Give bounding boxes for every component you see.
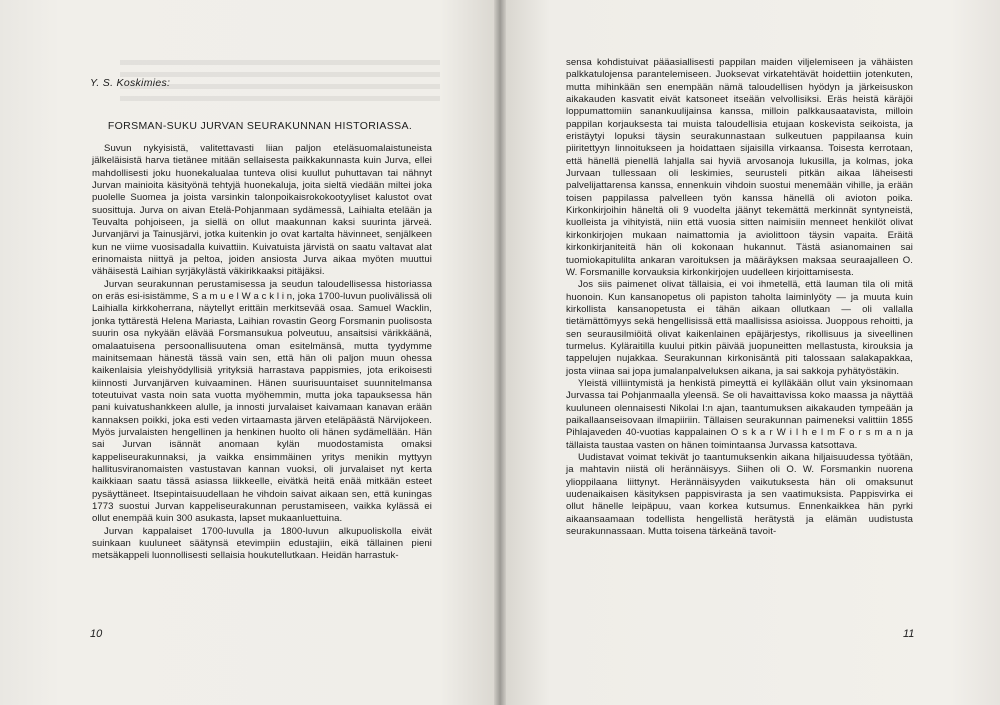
author-line: Y. S. Koskimies:: [90, 77, 171, 89]
right-text-column: [566, 57, 913, 538]
book-gutter: [494, 0, 506, 705]
paragraph: Suvun nykyisistä, valitettavasti liian paljon eteläsuomalaistuneista jälkeläisistä harva tietänee mitään sellaisesta paikkakunnasta kuin Jurva, ellei mahdollisesti joku huonekalualaa tunteva olisi kuullut puhuttavan tai nähnyt Jurvan mainioita käsityönä tehtyjä huonekaluja, joita sieltä viedään miltei joka puolelle Suomea ja joista varsinkin talonpoikaisrokokootyyliset kalustot ovat suosittuja. Jurva on aivan Etelä-Pohjanmaan sydämessä, Laihialta etelään ja Teuvalta pohjoiseen, ja siellä on ollut maakunnan kaksi suurinta järveä. Jurvanjärvi ja Tainusjärvi, jotka kuitenkin jo ovat kartalta hävinneet, senjälkeen kun ne viime vuosisadalla kuivattiin. Kuivatuista järvistä on saatu valtavat alat erinomaista niittyä ja peltoa, joiden ansiosta Jurva aikaa myöten muuttui vähäisestä Laihian syrjäkylästä väkirikkaaksi pitäjäksi.: [92, 143, 432, 278]
paragraph: Yleistä villiintymistä ja henkistä pimeyttä ei kylläkään ollut vain yksinomaan Jurvassa tai Pohjanmaalla yleensä. Se oli havaittavissa koko maassa ja näyttää kuuluneen olennaisesti Nikolai I:n ajan, taantumuksen aikakauden tympeään ja paikallaanseisovaan ilmapiiriin. Tällaisen seurakunnan paimeneksi valittiin 1855 Pihlajaveden 40-vuotias kappalainen O s k a r W i l h e l m F o r s m a n ja tällaista taustaa vasten on hänen toimintaansa Jurvassa katsottava.: [566, 377, 913, 451]
paragraph: sensa kohdistuivat pääasiallisesti pappilan maiden viljelemiseen ja vähäisten palkkatulojensa parantelemiseen. Juoksevat virkatehtävät hoidettiin jotenkuten, mutta mihinkään sen enempään nämä taloudellisen hyödyn ja järkeisuskon aikakauden kasvatit eivät katsoneet itseään velvollisiksi. Eräs heistä käräjöi loppumattomiin sanankuulijainsa kanssa, milloin palkkausaatavista, milloin pappilan korjauksesta tai muista taloudellisia etujaan koskevista seikoista, ja eristäytyi lopuksi täysin seurakunnastaan sulkeutuen pappilaansa kuin piiritettyyn linnoitukseen ja hoidattaen sijaisilla virkaansa. Toisesta kerrotaan, että hänellä pienellä lahjalla sai hyviä arvosanoja lukusilla, ja kolmas, joka Jurvaan tullessaan oli leskimies, seurusteli pitkän aikaa läheisesti palvelijattarensa kanssa, ennenkuin vihdoin suostui menemään vihille, ja erään toisen pappilassa palvelleen työn kanssa hänellä oli avioton poika. Kirkonkirjoihin häneltä oli 9 vuodelta jäänyt tekemättä merkinnät syntyneistä, kuolleista ja vihityistä, niin että vuosia sitten naimisiin menneet henkilöt olivat kirkonkirjojen mukaan naimattomia ja aviolittoon täysin vapaita. Eräitä kirkonkirjaniteitä hän oli kokonaan hukannut. Tästä asianomainen sai tuomiokapitulilta ankaran varoituksen ja määräyksen maksaa seuraajalleen O. W. Forsmanille korvauksia kirkonkirjojen uudelleen kirjoittamisesta.: [566, 57, 913, 278]
page-number: 10: [90, 628, 103, 640]
paragraph: Jurvan kappalaiset 1700-luvulla ja 1800-luvun alkupuoliskolla eivät suinkaan kuuluneet säätynsä etevimpiin edustajiin, eikä tällainen pieni metsäkappeli luonnollisesti sellaisia houkutellutkaan. Heidän harrastuk-: [92, 525, 432, 562]
left-text-column: [92, 143, 432, 563]
paragraph: Uudistavat voimat tekivät jo taantumuksenkin aikana hiljaisuudessa työtään, ja mahtavin niistä oli herännäisyys. Siihen oli O. W. Forsmankin nuorena ylioppilaana liittynyt. Herännäisyyden vaikutuksesta hän oli omaksunut uudenaikaisen käsityksen pappisvirasta ja sen vaatimuksista. Pappisvirka ei ollut hänelle leipäpuu, vaan korkea kutsumus. Ennenkaikkea hän pyrki aikaansaamaan todellista hengellistä herätystä ja elämän uudistusta seurakunnassaan. Mutta toisena tärkeänä tavoit-: [566, 452, 913, 538]
right-page: [500, 0, 1000, 705]
page-number: 11: [903, 628, 915, 640]
paragraph: Jos siis paimenet olivat tällaisia, ei voi ihmetellä, että lauman tila oli mitä huonoin. Kun kansanopetus oli papiston taholta laiminlyöty — ja muuta kuin kirkollista kansanopetusta ei tähän aikaan ollutkaan — oli vallalla tietämättömyys sekä hengellisissä että maallisissa asioissa. Juoppous rehoitti, ja sen seurausilmiöitä olivat kaikenlainen epäjärjestys, rikollisuus ja siveellinen turmelus. Kyläraitilla kuului pitkin päivää juopuneitten mellastusta, kirouksia ja tappelujen nujakkaa. Seurakunnan kirkonisäntä piti talossaan salakapakkaa, josta viinaa sai jopa jumalanpalveluksen aikana, ja sai sakkoja pyhätyöstäkin.: [566, 279, 913, 377]
article-title: FORSMAN-SUKU JURVAN SEURAKUNNAN HISTORIASSA.: [107, 120, 413, 132]
paragraph: Jurvan seurakunnan perustamisessa ja seudun taloudellisessa historiassa on eräs esi-isistämme, S a m u e l W a c k l i n, joka 1700-luvun puolivälissä oli Laihialla kirkkoherrana, näytellyt erittäin merkitsevää osaa. Samuel Wacklin, jonka tyttärestä Helena Mariasta, Laihian rovastin Georg Forsmanin puolisosta suurin osa nykyään elävää Forsmansukua polveutuu, ansaitsisi värikkäänä, omalaatuisena persoonallisuutena oman esitelmänsä, mutta tyydymme mainitsemaan hänestä tässä vain sen, että hän oli paljon muun ohessa kaikenlaisia yleishyödyllisiä yrityksiä harrastava pappismies, jota erikoisesti kiinnosti Jurvanjärven kuivaaminen. Hänen suurisuuntaiset suunnitelmansa toteutuivat vasta noin sata vuotta myöhemmin, mutta joka tapauksessa hän pani kuivatushankkeen alulle, ja innosti jurvalaiset kaivamaan kanavan erään kannaksen poikki, joka esti veden virtaamasta järven eteläpäästä Närvijokeen. Myös jurvalaisten hengellinen ja henkinen huolto oli hänen sydämellään. Hän sai Jurvan isännät anomaan kylän muodostamista omaksi kappeliseurakunnaksi, ja vaikka ensimmäinen yritys menikin myttyyn hallitusviranomaisten vastustavan kannan vuoksi, oli jurvalaiset nyt kerta kaikkiaan saatu tässä asiassa liikkeelle, eivätkä heitä enää mitkään esteet pysäyttäneet. Itsepintaisuudellaan he vihdoin saivat aikaan sen, että kuningas 1773 suostui Jurvan kappeliseurakunnan perustamiseen, vaikka kylässä ei ollut enempää kuin 300 asukasta, lapset mukaanluettuina.: [92, 278, 432, 525]
